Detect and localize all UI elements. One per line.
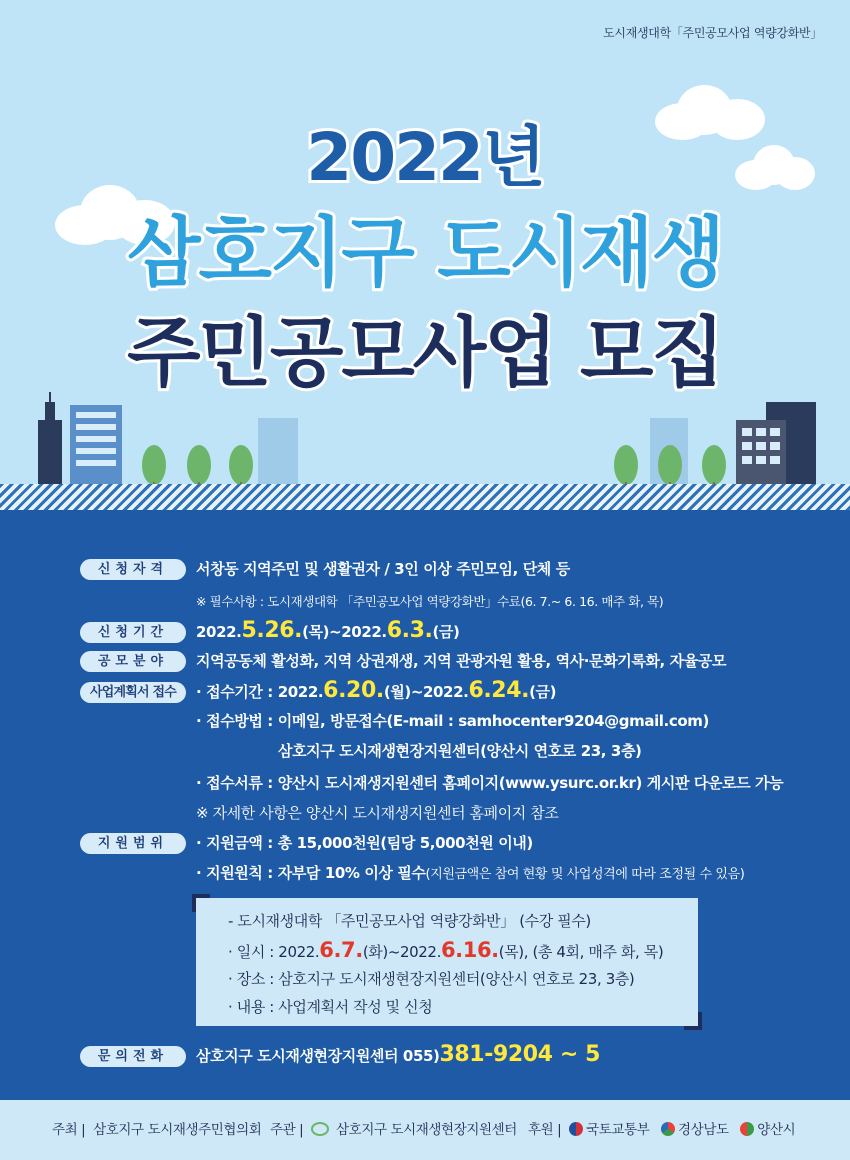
support-principle: · 지원원칙 : 자부담 10% 이상 필수 [196,864,426,882]
top-note: 도시재생대학「주민공모사업 역량강화반」 [603,26,822,40]
period-label: 신청기간 [80,622,186,643]
eligibility-text: 서창동 지역주민 및 생활권자 / 3인 이상 주민모임, 단체 등 [196,560,570,578]
submission-end-date: 6.24. [468,678,530,703]
contact-text: 삼호지구 도시재생현장지원센터 055) [196,1047,440,1065]
support-row [80,832,830,854]
support-principle-note: (지원금액은 참여 현황 및 사업성격에 따라 조정될 수 있음) [425,867,745,882]
submission-row [80,678,830,703]
contact-label: 문의전화 [80,1046,186,1067]
submission-period-prefix: · 접수기간 : 2022. [196,683,324,701]
title-line3: 주민공모사업 모집 [127,308,723,397]
city-skyline-illustration [0,0,850,488]
course-place: · 장소 : 삼호지구 도시재생현장지원센터(양산시 연호로 23, 3층) [228,970,635,988]
course-date-suffix: (목), (총 4회, 매주 화, 목) [498,943,664,961]
submission-docs: · 접수서류 : 양산시 도시재생지원센터 홈페이지(www.ysurc.or.kr) 게시판 다운로드 가능 [196,774,784,792]
field-row [80,650,830,672]
gyeongnam-logo-icon [661,1122,675,1136]
eligibility-note: ※ 필수사항 : 도시재생대학 「주민공모사업 역량강화반」수료(6. 7.~ 6. 16. 매주 화, 목) [196,594,664,609]
submission-method: · 접수방법 : 이메일, 방문접수(E-mail : samhocenter9204@gmail.com) [196,712,709,730]
sponsor-gyeongnam: 경상남도 [678,1122,729,1138]
course-date-middle: (화)~2022. [362,943,441,961]
footer [0,1100,850,1160]
course-start-date: 6.7. [319,938,363,962]
period-end-date: 6.3. [386,618,433,643]
center-logo-icon [311,1122,329,1136]
course-date-prefix: · 일시 : 2022. [228,943,320,961]
course-title: - 도시재생대학 「주민공모사업 역량강화반」 (수강 필수) [228,912,591,930]
submission-note: ※ 자세한 사항은 양산시 도시재생지원센터 홈페이지 참조 [196,804,559,822]
box-corner-bottom-right [684,1012,702,1030]
molit-logo-icon [569,1122,583,1136]
footer-organizer [270,1118,517,1138]
submission-middle: (월)~2022. [383,683,469,701]
title-year: 2022년 [306,119,544,196]
yangsan-logo-icon [740,1122,754,1136]
submission-start-date: 6.20. [323,678,384,703]
footer-host-label: 주최 | [52,1122,86,1138]
contact-number: 381-9204 ~ 5 [439,1042,601,1067]
sponsor-yangsan: 양산시 [757,1122,796,1138]
period-year-1: 2022. [196,623,242,641]
period-row [80,618,830,643]
period-middle: (목)~2022. [302,623,387,641]
submission-method-address: 삼호지구 도시재생현장지원센터(양산시 연호로 23, 3층) [278,742,642,760]
support-label: 지원범위 [80,833,186,854]
submission-label: 사업계획서 접수 [80,682,186,703]
eligibility-row [80,558,830,580]
course-end-date: 6.16. [440,938,499,962]
footer-host-name: 삼호지구 도시재생주민협의회 [93,1122,262,1138]
submission-day-suffix: (금) [529,683,557,701]
support-amount: · 지원금액 : 총 15,000천원(팀당 5,000천원 이내) [196,834,533,852]
contact-row [80,1042,830,1067]
course-content: · 내용 : 사업계획서 작성 및 신청 [228,998,433,1016]
field-label: 공모분야 [80,651,186,672]
course-info-box [196,898,698,1026]
footer-sponsors [528,1118,795,1138]
title-line2: 삼호지구 도시재생 [127,208,723,297]
support-principle-row [196,862,830,883]
footer-organizer-name: 삼호지구 도시재생현장지원센터 [336,1122,517,1138]
period-start-date: 5.26. [241,618,303,643]
course-date-row [228,938,663,962]
diagonal-stripe-divider [0,484,850,510]
period-day-suffix: (금) [432,623,460,641]
sky-banner [0,0,850,488]
sponsor-molit: 국토교통부 [586,1122,650,1138]
eligibility-label: 신청자격 [80,559,186,580]
footer-organizer-label: 주관 | [270,1122,304,1138]
footer-sponsor-label: 후원 | [528,1122,562,1138]
box-corner-top-left [192,894,210,912]
footer-host [52,1118,261,1138]
field-text: 지역공동체 활성화, 지역 상권재생, 지역 관광자원 활용, 역사·문화기록화, 자율공모 [196,652,727,670]
